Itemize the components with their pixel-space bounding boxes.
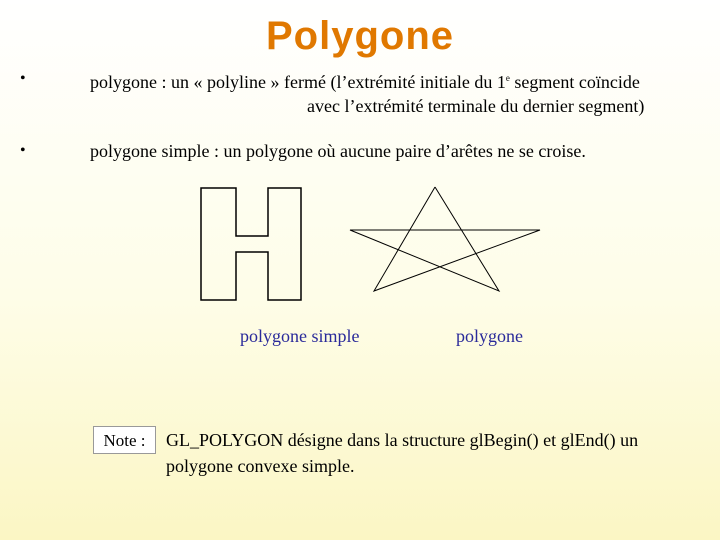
bullet-text-line1-before: polygone : un « polyline » fermé (l’extrémité initiale du 1 [90, 72, 506, 92]
star-polygon [350, 187, 540, 291]
bullet-marker: • [20, 70, 26, 87]
bullet-text-line1-after: segment coïncide [509, 72, 640, 92]
note-label: Note : [93, 426, 156, 454]
bullet-text-polygone-simple: polygone simple : un polygone où aucune paire d’arêtes ne se croise. [90, 141, 586, 161]
caption-polygon: polygone [456, 326, 523, 346]
bullet-marker: • [20, 142, 26, 159]
note-text: GL_POLYGON désigne dans la structure glBegin() et glEnd() un polygone convexe simple. [166, 430, 639, 476]
page-title: Polygone [265, 14, 455, 58]
bullet-text-superscript: e [505, 73, 510, 83]
h-shape-polygon [201, 188, 301, 300]
caption-simple-polygon: polygone simple [240, 326, 360, 346]
bullet-text-line2: avec l’extrémité terminale du dernier segment) [307, 96, 645, 116]
